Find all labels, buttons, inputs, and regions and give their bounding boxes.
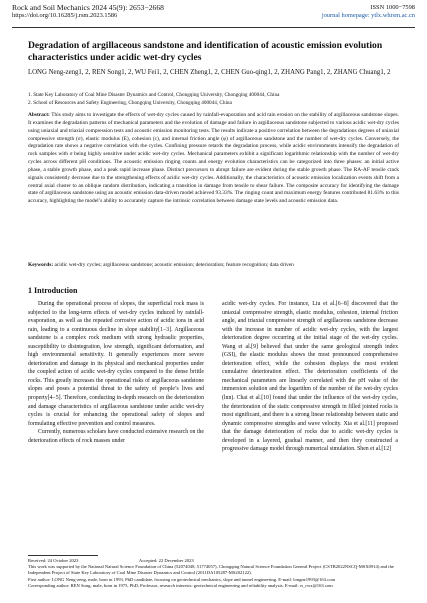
body-column-right — [222, 300, 398, 454]
first-author-note: First author: LONG Neng-zeng, male, born in 1993, PhD candidate, focusing on geotechnical mechanics, slope and tunnel engineering. E-mail: longnz1993@163.com — [28, 576, 336, 582]
received-date: Received: 24 October 2023 — [28, 558, 79, 563]
affiliations — [28, 92, 399, 107]
journal-homepage-link[interactable]: journal homepage: ytlx.whrsm.ac.cn — [321, 12, 415, 19]
journal-citation — [12, 4, 164, 20]
abstract-text: This study aims to investigate the effects of wet-dry cycles caused by rainfall-evaporation and acid rain erosion on the stability of argillaceous sandstone slopes. It examines the degradation patterns of mechanical parameters and the evolution of damage and failure in argillaceous sandstone subjected to various acidic wet-dry cycles using uniaxial and triaxial compression tests and acoustic emission monitoring tests. The results indicate a positive correlation between the degradations degrees of uniaxial compressive strength (σ), elastic modulus (E), cohesion (c), and internal friction angle (φ) of argillaceous sandstone and the number of wet-dry cycles. Conversely, the degradation rate shows a negative correlation with the cycles. Confining pressure retards the degradation process, while acidic environments intensify the degradation of rock samples with σ being highly sensitive under acidic wet-dry cycles. Mechanical parameters exhibit a significant logarithmic relationship with the number of wet-dry cycles across different pH conditions. The acoustic emission ringing counts and energy evolution characteristics can be categorized into three phases: an initial active phase, a stable growth phase, and a peak rapid increase phase. Distinct precursors to abrupt failure are evident during the stable growth phase. The RA-AF tensile crack signals consistently decrease due to the strengthening effects of acidic wet-dry cycles. Additionally, the characteristics of acoustic emission localization events shift from a central axial cluster to an oblique random distribution, indicating a transition in damage from tensile to shear failure. The composite accuracy for identifying the damage state of argillaceous sandstone using an acoustic emission data-driven model achieved 93.33%. The ringing count and maximum energy features contributed 81.63% to this accuracy, highlighting the model’s ability to accurately capture the intrinsic correlation between damage state levels and acoustic emission data. — [28, 112, 399, 205]
keywords — [28, 262, 399, 270]
corresponding-author-note: Corresponding author: REN Song, male, born in 1975, PhD, Professor, research interests: geotechnical engineering and reliability analysis. E-mail: rs_rwx@163.com — [28, 582, 333, 588]
header-divider — [12, 27, 415, 28]
body-paragraph: acidic wet-dry cycles. For instance, Liu et al.[6−8] discovered that the uniaxial compressive strength, elastic modulus, cohesion, internal friction angle, and triaxial compressive strength of argillaceous sandstone decrease with the increase in number of acidic wet-dry cycles, with the largest deterioration degree occurring at the initial stage of the wet-dry cycles. Wang et al.[9] believed that under the same geological strength index (GSI), the elastic modulus shows the most pronounced comprehensive deterioration effect, while the cohesion displays the most evident cumulative deterioration effect. The deterioration coefficients of the mechanical parameters are linearly correlated with the pH value of the immersion solution and the logarithm of the number of the wet-dry cycles (lnn). Chai et al.[10] found that under the influence of the wet-dry cycles, the deterioration of the static compressive strength in filled jointed rocks is most significant, and there is a strong linear relationship between static and dynamic compressive strengths and wave velocity. Xia et al.[11] proposed that the damage deterioration of rocks due to acidic wet-dry cycles is developed in a layered, gradual manner, and then they constructed a progressive damage model through numerical simulation. Shen et al.[12] — [222, 301, 398, 453]
author-list: LONG Neng-zeng1, 2, REN Song1, 2, WU Fei1, 2, CHEN Zheng1, 2, CHEN Guo-qing1, 2, ZHANG Pang1, 2, ZHANG Chuang1, 2 — [28, 69, 391, 76]
funding-note: This work was supported by the National Natural Science Foundation of China (52074048, 51774057), Chongqing Natural Science Foundation General Project (CSTB2022NSCQ-MSX0914) and the Independent Project of State Key Laboratory of Coal Mine Disaster Dynamics and Control (2011DA105287-MS202122). — [28, 564, 394, 576]
abstract — [28, 112, 399, 206]
body-paragraph: During the operational process of slopes, the superficial rock mass is subjected to the long-term effects of wet-dry cycles induced by rainfall-evaporation, as well as the repeated corrosive action of acidic ions in acid rain, leading to a continuous decline in slope stability[1−3]. Argillaceous sandstone is a complex rock medium with strong hydraulic properties, susceptibility to disintegration, low strength, significant deformation, and high environmental sensitivity. It generally experiences more severe deterioration and damage in its physical and mechanical properties under the coupled action of acidic wet-dry cycles compared to the dense brittle rocks. This greatly increases the operational risks of argillaceous sandstone slopes and poses a potential threat to the safety of people’s lives and property[4−5]. Therefore, conducting in-depth research on the deterioration and damage characteristics of argillaceous sandstone under acidic wet-dry cycles is crucial for enhancing the operational safety of slopes and formulating effective prevention and control measures. — [28, 301, 204, 427]
journal-name: Rock and Soil Mechanics 2024 45(9): 2653−2668 — [12, 3, 164, 12]
keywords-label: Keywords: — [28, 262, 54, 268]
footnote-divider — [28, 555, 98, 556]
abstract-label: Abstract: — [28, 112, 50, 118]
doi-link[interactable]: https://doi.org/10.16285/j.rsm.2023.1586 — [12, 12, 118, 19]
body-paragraph: Currently, numerous scholars have conducted extensive research on the deterioration effects of rock masses under — [28, 429, 204, 444]
paper-title: Degradation of argillaceous sandstone and identification of acoustic emission evolution characteristics under acidic wet-dry cycles — [28, 40, 383, 63]
journal-header — [12, 4, 415, 26]
body-column-left — [28, 300, 204, 445]
affiliation-1: 1. State Key Laboratory of Coal Mine Disaster Dynamics and Control, Chongqing University, Chongqing 400044, China — [28, 92, 280, 98]
keywords-text: acidic wet-dry cycles; argillaceous sandstone; acoustic emission; deterioration; feature recognition; data driven — [54, 262, 294, 268]
accepted-date: Accepted: 22 December 2023 — [138, 558, 194, 563]
affiliation-2: 2. School of Resources and Safety Engineering, Chongqing University, Chongqing 400044, China — [28, 99, 232, 106]
journal-meta — [322, 4, 415, 20]
section-heading-introduction: 1 Introduction — [28, 286, 78, 295]
footnotes — [28, 558, 399, 589]
issn: ISSN 1000−7598 — [370, 4, 415, 11]
